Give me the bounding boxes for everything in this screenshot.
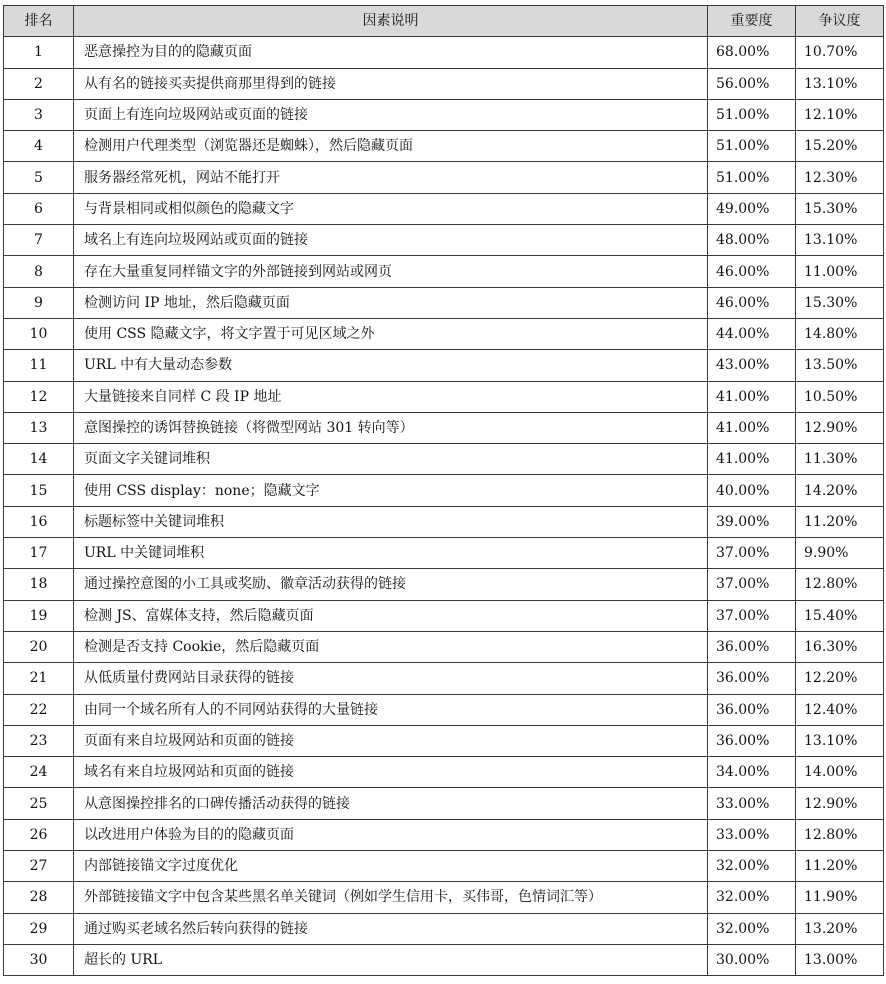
importance-cell: 37.00% [708, 538, 796, 569]
factor-cell: 标题标签中关键词堆积 [74, 506, 708, 537]
table-row [4, 381, 884, 412]
table-row [4, 569, 884, 600]
rank-cell: 26 [4, 819, 74, 850]
table-row [4, 350, 884, 381]
factor-cell: URL 中关键词堆积 [74, 538, 708, 569]
factor-cell: 内部链接锚文字过度优化 [74, 851, 708, 882]
controversy-cell: 9.90% [796, 538, 884, 569]
table-row [4, 412, 884, 443]
factor-cell: 从意图操控排名的口碑传播活动获得的链接 [74, 788, 708, 819]
header-rank: 排名 [4, 6, 74, 37]
factor-cell: 通过操控意图的小工具或奖励、徽章活动获得的链接 [74, 569, 708, 600]
factor-cell: 检测是否支持 Cookie，然后隐藏页面 [74, 631, 708, 662]
table-row [4, 600, 884, 631]
factor-cell: 超长的 URL [74, 944, 708, 975]
importance-cell: 32.00% [708, 851, 796, 882]
table-header-row [4, 6, 884, 37]
rank-cell: 10 [4, 318, 74, 349]
importance-cell: 51.00% [708, 162, 796, 193]
rank-cell: 6 [4, 193, 74, 224]
controversy-cell: 11.30% [796, 444, 884, 475]
header-importance: 重要度 [708, 6, 796, 37]
header-factor: 因素说明 [74, 6, 708, 37]
rank-cell: 12 [4, 381, 74, 412]
controversy-cell: 13.10% [796, 725, 884, 756]
table-row [4, 68, 884, 99]
importance-cell: 44.00% [708, 318, 796, 349]
importance-cell: 48.00% [708, 225, 796, 256]
table-row [4, 318, 884, 349]
ranking-factors-table-container [3, 5, 883, 976]
rank-cell: 25 [4, 788, 74, 819]
rank-cell: 2 [4, 68, 74, 99]
table-row [4, 131, 884, 162]
factor-cell: 以改进用户体验为目的的隐藏页面 [74, 819, 708, 850]
controversy-cell: 12.20% [796, 663, 884, 694]
controversy-cell: 13.00% [796, 944, 884, 975]
factor-cell: 页面上有连向垃圾网站或页面的链接 [74, 99, 708, 130]
controversy-cell: 13.50% [796, 350, 884, 381]
table-row [4, 99, 884, 130]
rank-cell: 20 [4, 631, 74, 662]
rank-cell: 28 [4, 882, 74, 913]
controversy-cell: 14.00% [796, 757, 884, 788]
table-row [4, 882, 884, 913]
controversy-cell: 11.20% [796, 506, 884, 537]
factor-cell: 页面文字关键词堆积 [74, 444, 708, 475]
rank-cell: 8 [4, 256, 74, 287]
rank-cell: 19 [4, 600, 74, 631]
table-row [4, 475, 884, 506]
rank-cell: 4 [4, 131, 74, 162]
table-row [4, 506, 884, 537]
rank-cell: 29 [4, 913, 74, 944]
table-row [4, 851, 884, 882]
importance-cell: 30.00% [708, 944, 796, 975]
table-row [4, 913, 884, 944]
controversy-cell: 13.20% [796, 913, 884, 944]
factor-cell: 外部链接锚文字中包含某些黑名单关键词（例如学生信用卡，买伟哥，色情词汇等） [74, 882, 708, 913]
rank-cell: 18 [4, 569, 74, 600]
factor-cell: 检测访问 IP 地址，然后隐藏页面 [74, 287, 708, 318]
importance-cell: 33.00% [708, 788, 796, 819]
rank-cell: 1 [4, 37, 74, 68]
factor-cell: 意图操控的诱饵替换链接（将微型网站 301 转向等） [74, 412, 708, 443]
rank-cell: 14 [4, 444, 74, 475]
rank-cell: 7 [4, 225, 74, 256]
controversy-cell: 12.40% [796, 694, 884, 725]
table-row [4, 37, 884, 68]
factor-cell: 恶意操控为目的的隐藏页面 [74, 37, 708, 68]
table-row [4, 538, 884, 569]
controversy-cell: 16.30% [796, 631, 884, 662]
rank-cell: 13 [4, 412, 74, 443]
table-row [4, 694, 884, 725]
controversy-cell: 15.20% [796, 131, 884, 162]
factor-cell: 从低质量付费网站目录获得的链接 [74, 663, 708, 694]
factor-cell: 大量链接来自同样 C 段 IP 地址 [74, 381, 708, 412]
controversy-cell: 15.30% [796, 287, 884, 318]
factor-cell: 由同一个域名所有人的不同网站获得的大量链接 [74, 694, 708, 725]
importance-cell: 40.00% [708, 475, 796, 506]
factor-cell: 域名上有连向垃圾网站或页面的链接 [74, 225, 708, 256]
importance-cell: 34.00% [708, 757, 796, 788]
negative-factors-table [3, 5, 884, 976]
factor-cell: 页面有来自垃圾网站和页面的链接 [74, 725, 708, 756]
controversy-cell: 13.10% [796, 225, 884, 256]
controversy-cell: 13.10% [796, 68, 884, 99]
controversy-cell: 15.30% [796, 193, 884, 224]
importance-cell: 56.00% [708, 68, 796, 99]
importance-cell: 32.00% [708, 913, 796, 944]
table-row [4, 757, 884, 788]
table-row [4, 162, 884, 193]
importance-cell: 46.00% [708, 256, 796, 287]
rank-cell: 16 [4, 506, 74, 537]
controversy-cell: 12.10% [796, 99, 884, 130]
table-row [4, 256, 884, 287]
factor-cell: 使用 CSS 隐藏文字，将文字置于可见区域之外 [74, 318, 708, 349]
factor-cell: 服务器经常死机，网站不能打开 [74, 162, 708, 193]
rank-cell: 27 [4, 851, 74, 882]
importance-cell: 43.00% [708, 350, 796, 381]
importance-cell: 51.00% [708, 131, 796, 162]
table-row [4, 663, 884, 694]
importance-cell: 36.00% [708, 694, 796, 725]
importance-cell: 41.00% [708, 381, 796, 412]
table-row [4, 193, 884, 224]
rank-cell: 21 [4, 663, 74, 694]
importance-cell: 36.00% [708, 725, 796, 756]
importance-cell: 32.00% [708, 882, 796, 913]
controversy-cell: 11.20% [796, 851, 884, 882]
importance-cell: 39.00% [708, 506, 796, 537]
controversy-cell: 12.90% [796, 412, 884, 443]
factor-cell: 域名有来自垃圾网站和页面的链接 [74, 757, 708, 788]
factor-cell: 检测用户代理类型（浏览器还是蜘蛛），然后隐藏页面 [74, 131, 708, 162]
importance-cell: 51.00% [708, 99, 796, 130]
factor-cell: URL 中有大量动态参数 [74, 350, 708, 381]
controversy-cell: 12.80% [796, 819, 884, 850]
factor-cell: 存在大量重复同样锚文字的外部链接到网站或网页 [74, 256, 708, 287]
rank-cell: 5 [4, 162, 74, 193]
importance-cell: 36.00% [708, 631, 796, 662]
controversy-cell: 12.30% [796, 162, 884, 193]
controversy-cell: 14.80% [796, 318, 884, 349]
controversy-cell: 10.70% [796, 37, 884, 68]
importance-cell: 36.00% [708, 663, 796, 694]
table-row [4, 725, 884, 756]
factor-cell: 与背景相同或相似颜色的隐藏文字 [74, 193, 708, 224]
importance-cell: 37.00% [708, 569, 796, 600]
factor-cell: 检测 JS、富媒体支持，然后隐藏页面 [74, 600, 708, 631]
table-row [4, 225, 884, 256]
table-row [4, 788, 884, 819]
rank-cell: 17 [4, 538, 74, 569]
table-row [4, 287, 884, 318]
importance-cell: 41.00% [708, 444, 796, 475]
rank-cell: 24 [4, 757, 74, 788]
controversy-cell: 14.20% [796, 475, 884, 506]
factor-cell: 从有名的链接买卖提供商那里得到的链接 [74, 68, 708, 99]
importance-cell: 68.00% [708, 37, 796, 68]
rank-cell: 22 [4, 694, 74, 725]
importance-cell: 33.00% [708, 819, 796, 850]
rank-cell: 30 [4, 944, 74, 975]
table-row [4, 819, 884, 850]
table-row [4, 444, 884, 475]
importance-cell: 37.00% [708, 600, 796, 631]
importance-cell: 41.00% [708, 412, 796, 443]
controversy-cell: 12.90% [796, 788, 884, 819]
table-body [4, 37, 884, 976]
factor-cell: 使用 CSS display：none；隐藏文字 [74, 475, 708, 506]
rank-cell: 3 [4, 99, 74, 130]
importance-cell: 46.00% [708, 287, 796, 318]
importance-cell: 49.00% [708, 193, 796, 224]
factor-cell: 通过购买老域名然后转向获得的链接 [74, 913, 708, 944]
header-controversy: 争议度 [796, 6, 884, 37]
rank-cell: 23 [4, 725, 74, 756]
rank-cell: 15 [4, 475, 74, 506]
controversy-cell: 11.00% [796, 256, 884, 287]
controversy-cell: 11.90% [796, 882, 884, 913]
controversy-cell: 12.80% [796, 569, 884, 600]
rank-cell: 11 [4, 350, 74, 381]
table-row [4, 631, 884, 662]
rank-cell: 9 [4, 287, 74, 318]
controversy-cell: 15.40% [796, 600, 884, 631]
table-row [4, 944, 884, 975]
controversy-cell: 10.50% [796, 381, 884, 412]
